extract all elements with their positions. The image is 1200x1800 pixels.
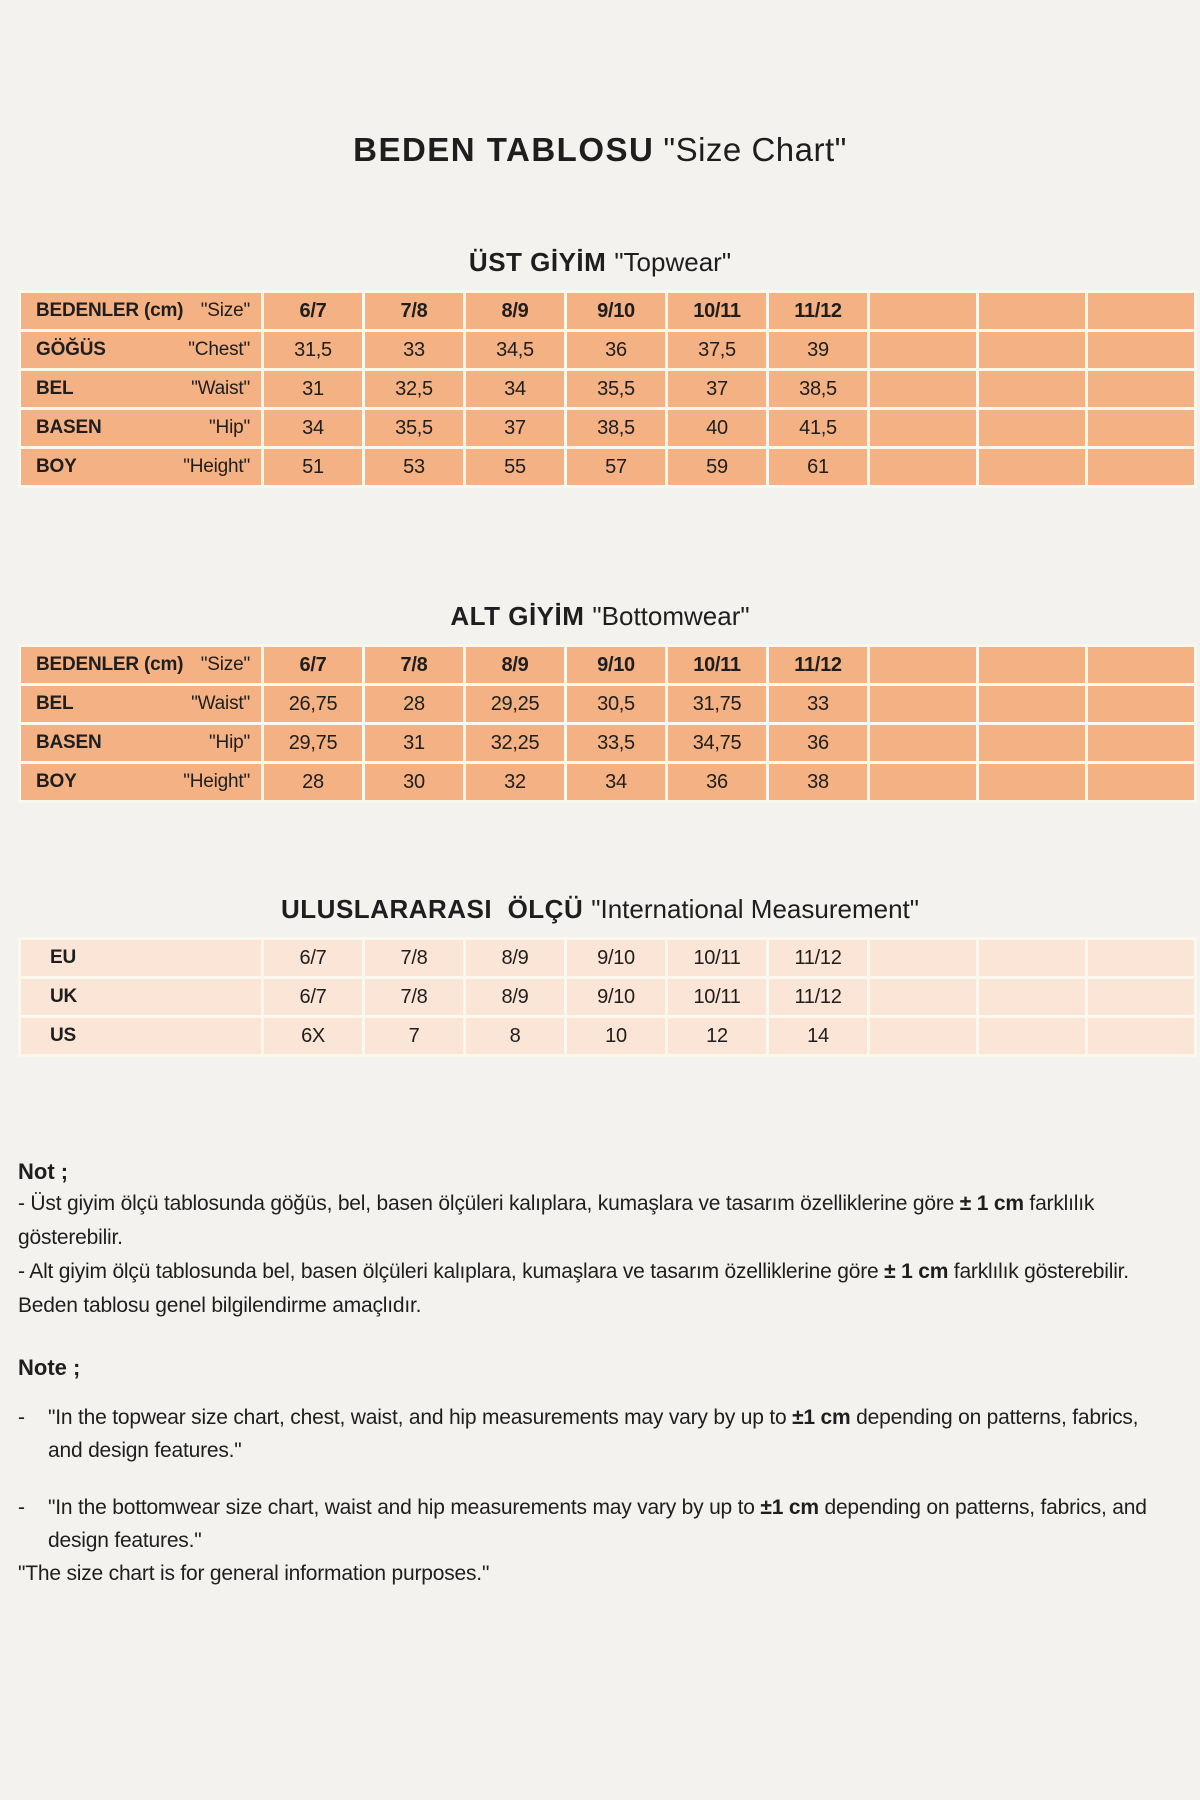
value-cell: 28	[264, 764, 362, 800]
row-label-wrap	[22, 986, 260, 1008]
row-label-wrap	[22, 300, 260, 322]
value-cell: 9/10	[567, 940, 665, 976]
value-cell: 55	[466, 449, 564, 485]
international-heading-english: "International Measurement"	[591, 894, 919, 924]
size-header-cell: 8/9	[466, 647, 564, 683]
size-header-cell: 11/12	[769, 647, 867, 683]
value-cell: 36	[668, 764, 766, 800]
size-header-cell: 7/8	[365, 293, 463, 329]
note-text: "In the bottomwear size chart, waist and hip measurements may vary by up to	[48, 1496, 761, 1519]
emphasis-text: ± 1 cm	[884, 1260, 949, 1283]
value-cell: 11/12	[769, 979, 867, 1015]
value-cell: 59	[668, 449, 766, 485]
row-label-wrap	[22, 417, 260, 439]
page-title-turkish: BEDEN TABLOSU	[353, 131, 655, 168]
value-cell: 51	[264, 449, 362, 485]
note-turkish-topwear	[18, 1187, 1182, 1255]
empty-cell	[1088, 332, 1194, 368]
value-cell: 14	[769, 1018, 867, 1054]
value-cell: 34	[567, 764, 665, 800]
empty-cell	[1088, 979, 1194, 1015]
value-cell: 37	[668, 371, 766, 407]
row-label-translation: "Height"	[183, 771, 250, 792]
value-cell: 33	[769, 686, 867, 722]
empty-cell	[1088, 647, 1194, 683]
empty-cell	[870, 1018, 976, 1054]
size-header-cell: 10/11	[668, 293, 766, 329]
table-row	[21, 725, 1194, 761]
row-label-cell	[21, 449, 261, 485]
empty-cell	[1088, 293, 1194, 329]
value-cell: 7/8	[365, 979, 463, 1015]
empty-cell	[979, 293, 1085, 329]
row-label-cell	[21, 647, 261, 683]
empty-cell	[1088, 725, 1194, 761]
row-label-translation: "Hip"	[209, 732, 250, 753]
empty-cell	[979, 940, 1085, 976]
value-cell: 33,5	[567, 725, 665, 761]
empty-cell	[979, 371, 1085, 407]
value-cell: 8/9	[466, 940, 564, 976]
row-label: EU	[50, 947, 76, 968]
table-row	[21, 764, 1194, 800]
value-cell: 34,5	[466, 332, 564, 368]
empty-cell	[1088, 449, 1194, 485]
table-row	[21, 686, 1194, 722]
value-cell: 36	[567, 332, 665, 368]
value-cell: 31	[365, 725, 463, 761]
row-label-translation: "Waist"	[191, 693, 250, 714]
row-label-translation: "Hip"	[209, 417, 250, 438]
row-label-translation: "Size"	[200, 300, 250, 321]
value-cell: 10/11	[668, 940, 766, 976]
size-header-cell: 8/9	[466, 293, 564, 329]
row-label: BEDENLER (cm)	[36, 300, 184, 321]
empty-cell	[870, 764, 976, 800]
size-header-cell: 10/11	[668, 647, 766, 683]
value-cell: 26,75	[264, 686, 362, 722]
note-english-topwear-text	[48, 1401, 1158, 1467]
value-cell: 11/12	[769, 940, 867, 976]
row-label-wrap	[22, 456, 260, 478]
table-row	[21, 940, 1194, 976]
topwear-size-table	[18, 290, 1197, 488]
value-cell: 53	[365, 449, 463, 485]
table-row	[21, 979, 1194, 1015]
value-cell: 32	[466, 764, 564, 800]
row-label-cell	[21, 764, 261, 800]
row-label-cell	[21, 940, 261, 976]
value-cell: 31,5	[264, 332, 362, 368]
note-heading-english: Note ;	[18, 1355, 81, 1380]
value-cell: 37,5	[668, 332, 766, 368]
empty-cell	[870, 410, 976, 446]
value-cell: 28	[365, 686, 463, 722]
empty-cell	[870, 332, 976, 368]
empty-cell	[1088, 940, 1194, 976]
value-cell: 8/9	[466, 979, 564, 1015]
value-cell: 7/8	[365, 940, 463, 976]
emphasis-text: ± 1 cm	[959, 1192, 1024, 1215]
value-cell: 29,75	[264, 725, 362, 761]
row-label-cell	[21, 725, 261, 761]
value-cell: 38	[769, 764, 867, 800]
row-label: GÖĞÜS	[36, 339, 106, 360]
value-cell: 40	[668, 410, 766, 446]
row-label: BOY	[36, 456, 77, 477]
international-heading	[0, 893, 1200, 925]
value-cell: 57	[567, 449, 665, 485]
row-label-wrap	[22, 947, 260, 969]
value-cell: 36	[769, 725, 867, 761]
empty-cell	[979, 764, 1085, 800]
bottomwear-size-table	[18, 644, 1197, 803]
note-text: farklılık gösterebilir.	[18, 1192, 1095, 1249]
note-heading-turkish: Not ;	[18, 1159, 69, 1184]
value-cell: 30,5	[567, 686, 665, 722]
empty-cell	[870, 293, 976, 329]
empty-cell	[1088, 686, 1194, 722]
empty-cell	[1088, 410, 1194, 446]
row-label: UK	[50, 986, 78, 1007]
row-label-wrap	[22, 771, 260, 793]
row-label-cell	[21, 371, 261, 407]
value-cell: 34	[466, 371, 564, 407]
page-title-english: "Size Chart"	[663, 131, 847, 168]
note-turkish-bottomwear	[18, 1255, 1182, 1289]
note-text: farklılık gösterebilir.	[948, 1260, 1129, 1283]
row-label-wrap	[22, 339, 260, 361]
size-header-cell: 9/10	[567, 647, 665, 683]
empty-cell	[870, 449, 976, 485]
row-label-cell	[21, 293, 261, 329]
empty-cell	[1088, 371, 1194, 407]
row-label-translation: "Waist"	[191, 378, 250, 399]
row-label-translation: "Size"	[200, 654, 250, 675]
row-label-translation: "Height"	[183, 456, 250, 477]
empty-cell	[870, 979, 976, 1015]
size-header-cell: 6/7	[264, 293, 362, 329]
note-turkish-footer: Beden tablosu genel bilgilendirme amaçlıdır.	[18, 1294, 422, 1317]
empty-cell	[979, 410, 1085, 446]
value-cell: 37	[466, 410, 564, 446]
bottomwear-heading-english: "Bottomwear"	[592, 601, 750, 631]
value-cell: 6/7	[264, 940, 362, 976]
row-label-cell	[21, 686, 261, 722]
table-row	[21, 449, 1194, 485]
emphasis-text: ±1 cm	[792, 1406, 851, 1429]
row-label-cell	[21, 332, 261, 368]
empty-cell	[1088, 1018, 1194, 1054]
empty-cell	[870, 940, 976, 976]
size-header-cell: 9/10	[567, 293, 665, 329]
value-cell: 6X	[264, 1018, 362, 1054]
row-label: BEL	[36, 693, 74, 714]
table-row	[21, 293, 1194, 329]
value-cell: 10/11	[668, 979, 766, 1015]
row-label: BEL	[36, 378, 74, 399]
bullet-dash: -	[18, 1496, 25, 1519]
value-cell: 33	[365, 332, 463, 368]
row-label-cell	[21, 410, 261, 446]
table-row	[21, 410, 1194, 446]
row-label-wrap	[22, 378, 260, 400]
bottomwear-heading-turkish: ALT GİYİM	[450, 601, 585, 631]
row-label-cell	[21, 979, 261, 1015]
value-cell: 31,75	[668, 686, 766, 722]
note-english-footer: "The size chart is for general information purposes."	[18, 1562, 490, 1585]
row-label: BEDENLER (cm)	[36, 654, 184, 675]
value-cell: 34	[264, 410, 362, 446]
empty-cell	[979, 979, 1085, 1015]
table-row	[21, 371, 1194, 407]
empty-cell	[870, 647, 976, 683]
note-english-bottomwear-text	[48, 1491, 1158, 1557]
value-cell: 35,5	[567, 371, 665, 407]
row-label: BOY	[36, 771, 77, 792]
value-cell: 30	[365, 764, 463, 800]
value-cell: 39	[769, 332, 867, 368]
note-text: depending on patterns, fabrics, and design features."	[48, 1496, 1147, 1552]
value-cell: 29,25	[466, 686, 564, 722]
empty-cell	[979, 647, 1085, 683]
note-text: - Üst giyim ölçü tablosunda göğüs, bel, basen ölçüleri kalıplara, kumaşlara ve tasarım özelliklerine göre	[18, 1192, 960, 1215]
empty-cell	[979, 686, 1085, 722]
value-cell: 7	[365, 1018, 463, 1054]
note-text: - Alt giyim ölçü tablosunda bel, basen ölçüleri kalıplara, kumaşlara ve tasarım özelliklerine göre	[18, 1260, 885, 1283]
value-cell: 32,5	[365, 371, 463, 407]
topwear-heading-english: "Topwear"	[614, 247, 732, 277]
value-cell: 8	[466, 1018, 564, 1054]
row-label-wrap	[22, 693, 260, 715]
row-label-wrap	[22, 1025, 260, 1047]
value-cell: 38,5	[567, 410, 665, 446]
table-row	[21, 332, 1194, 368]
size-header-cell: 11/12	[769, 293, 867, 329]
value-cell: 32,25	[466, 725, 564, 761]
table-row	[21, 1018, 1194, 1054]
topwear-heading-turkish: ÜST GİYİM	[468, 247, 607, 277]
empty-cell	[979, 449, 1085, 485]
value-cell: 31	[264, 371, 362, 407]
empty-cell	[979, 725, 1085, 761]
value-cell: 12	[668, 1018, 766, 1054]
row-label: US	[50, 1025, 76, 1046]
note-text: depending on patterns, fabrics, and design features."	[48, 1406, 1139, 1462]
empty-cell	[979, 1018, 1085, 1054]
row-label-wrap	[22, 654, 260, 676]
value-cell: 41,5	[769, 410, 867, 446]
value-cell: 10	[567, 1018, 665, 1054]
note-english-bottomwear	[18, 1491, 1182, 1557]
value-cell: 34,75	[668, 725, 766, 761]
bottomwear-heading	[0, 600, 1200, 632]
note-text: "In the topwear size chart, chest, waist, and hip measurements may vary by up to	[48, 1406, 793, 1429]
bullet-dash: -	[18, 1406, 25, 1429]
emphasis-text: ±1 cm	[760, 1496, 819, 1519]
table-row	[21, 647, 1194, 683]
topwear-heading	[0, 246, 1200, 278]
row-label: BASEN	[36, 417, 102, 438]
size-header-cell: 7/8	[365, 647, 463, 683]
note-english-topwear	[18, 1401, 1182, 1467]
empty-cell	[979, 332, 1085, 368]
empty-cell	[1088, 764, 1194, 800]
value-cell: 9/10	[567, 979, 665, 1015]
empty-cell	[870, 686, 976, 722]
value-cell: 61	[769, 449, 867, 485]
row-label-translation: "Chest"	[188, 339, 250, 360]
international-size-table	[18, 937, 1197, 1057]
empty-cell	[870, 725, 976, 761]
value-cell: 38,5	[769, 371, 867, 407]
value-cell: 6/7	[264, 979, 362, 1015]
notes-section	[0, 1157, 1200, 1591]
size-header-cell: 6/7	[264, 647, 362, 683]
empty-cell	[870, 371, 976, 407]
row-label: BASEN	[36, 732, 102, 753]
page-title	[0, 0, 1200, 170]
international-heading-turkish: ULUSLARARASI ÖLÇÜ	[281, 894, 584, 924]
row-label-cell	[21, 1018, 261, 1054]
value-cell: 35,5	[365, 410, 463, 446]
row-label-wrap	[22, 732, 260, 754]
